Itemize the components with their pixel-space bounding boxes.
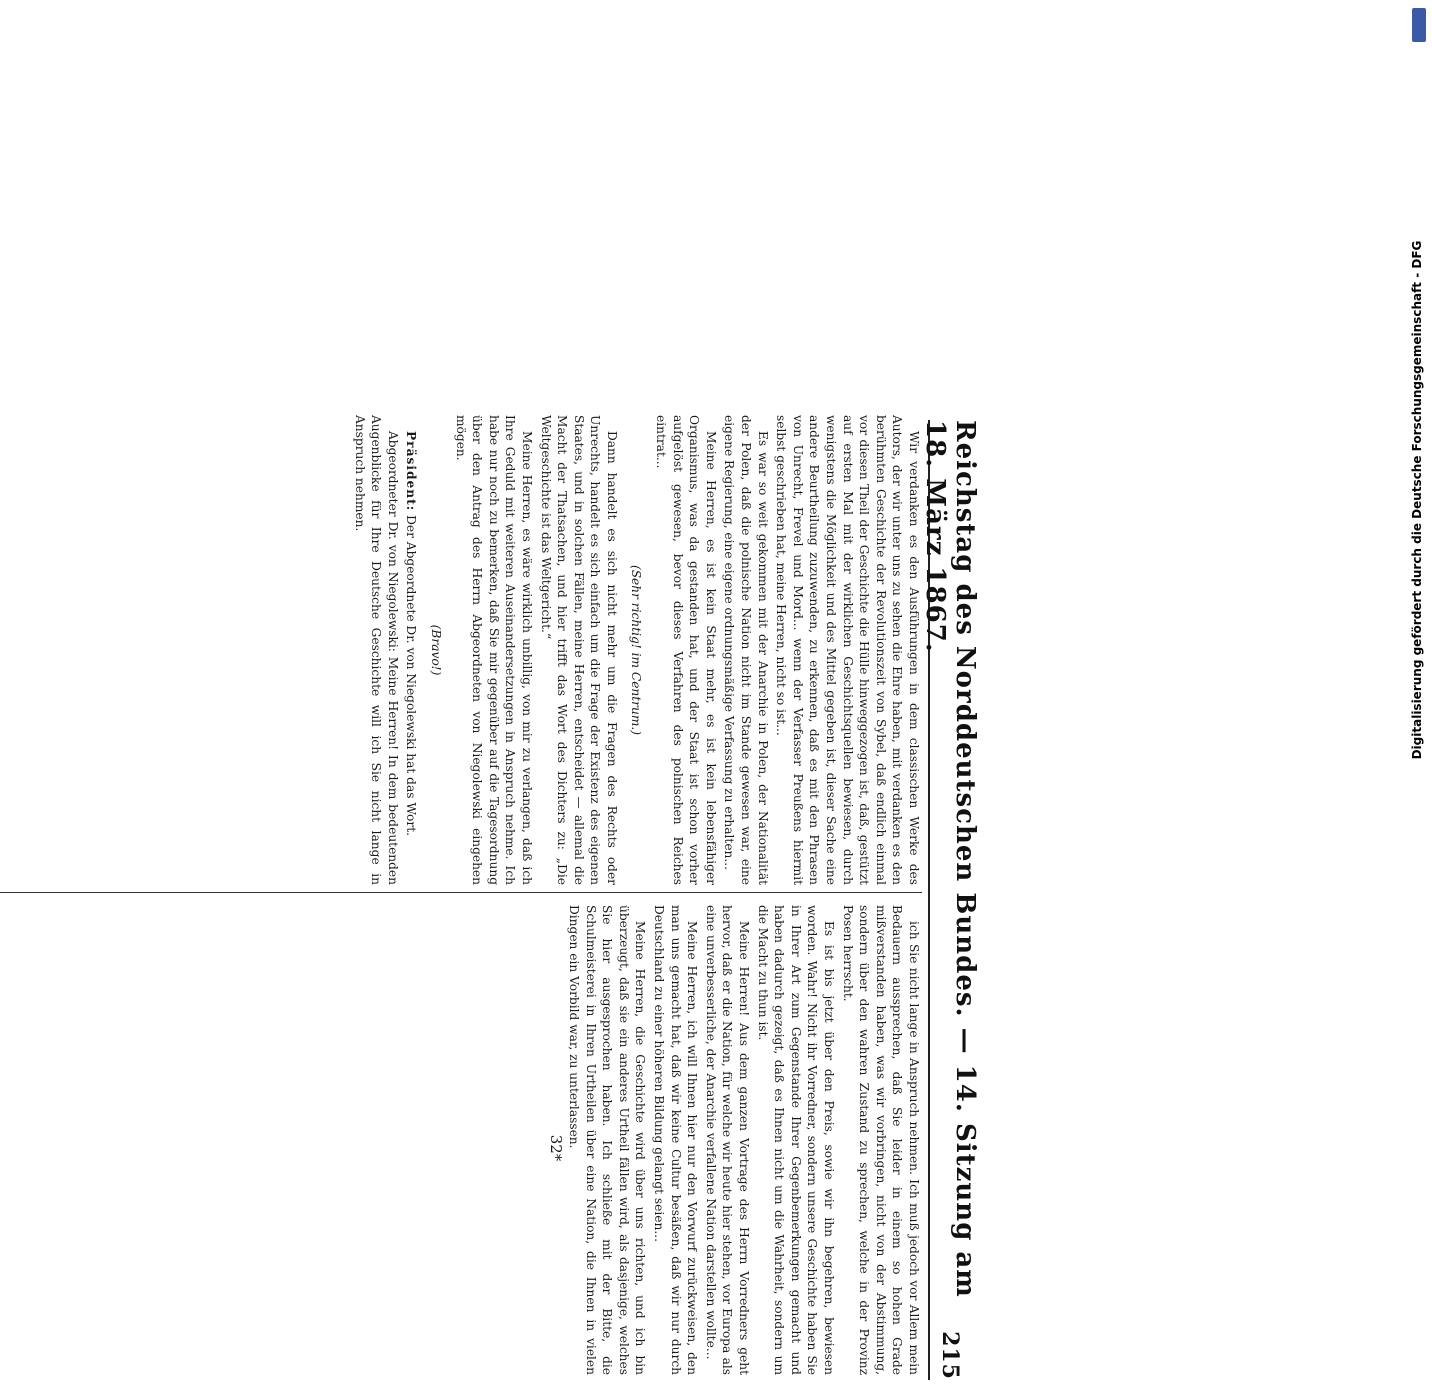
dfg-logo-icon [1412,8,1426,42]
paragraph: Es ist bis jetzt über den Preis, sowie wir ihn begehren, bewiesen worden. Wahr! Nicht ihr Vorredner, sondern unsere Geschichte haben Sie in Ihrer Art zum Gegenstande Ihrer Gegenbemerkungen gemacht und haben dadurch gezeigt, daß es Ihnen nicht um die Wahrheit, sondern um die Macht zu thun ist. [755,905,837,1375]
president-remark [403,415,420,885]
paragraph: Meine Herren! Aus dem ganzen Vortrage des Herrn Vorredners geht hervor, daß er die Nation, für welche wir heute hier stehen, vor Europa als eine unverbesserliche, der Anarchie verfallene Nation darstellen wollte... [703,905,752,1375]
header-title: Reichstag des Norddeutschen Bundes. — 14. Sitzung am 18. März 1867. [920,420,980,1298]
interjection-bravo: (Bravo!) [428,624,443,676]
right-column [0,905,922,1375]
page-number: 215 [937,1331,963,1380]
digitization-notice: Digitalisierung gefördert durch die Deutsche Forschungsgemeinschaft - DFG [1410,240,1424,760]
paragraph: Meine Herren, die Geschichte wird über uns richten, und ich bin überzeugt, daß sie ein anderes Urtheil fällen wird, als dasjenige, welches Sie hier ausgesprochen haben. Ich schließe mit der Bitte, die Schulmeisterei in Ihren Urtheilen über eine Nation, die Ihnen in vielen Dingen ein Vorbild war, zu unterlassen. [567,905,648,1375]
speaker-intro: Abgeordneter Dr. von Niegolewski: Meine Herren! In dem bedeutenden Augenblicke für Ihre Deutsche Geschichte will ich Sie nicht lange in Anspruch nehmen. [352,415,400,885]
paragraph: Meine Herren, ich will Ihnen hier nur den Vorwurf zurückweisen, den man uns gemacht hat, daß wir keine Cultur besäßen, daß wir nur durch Deutschland zu einer höheren Bildung gelangt seien... [652,905,700,1375]
paragraph: Meine Herren, es ist kein Staat mehr, es ist kein lebensfähiger Organismus, was da gestanden hat, und der Staat ist schon vorher aufgelöst gewesen, bevor dieses Verfahren des polnischen Reiches eintrat... [654,415,718,885]
paragraph: Es war so weit gekommen mit der Anarchie in Polen, der Nationalität der Polen, daß die polnische Nation nicht im Stande gewesen war, eine eigene Regierung, eine eigene ordnungsmäßige Verfassung zu erhalten... [722,415,770,885]
left-column [0,415,922,885]
paragraph: Meine Herren, es wäre wirklich unbillig, von mir zu verlangen, daß ich Ihre Geduld mit weiteren Auseinandersetzungen in Anspruch nehme. Ich habe nur noch zu bemerken, daß Sie mir gegenüber auf die Tagesordnung über den Antrag des Herrn Abgeordneten von Niegolewski eingehen mögen. [453,415,534,885]
speaker-label: Präsident: [404,431,419,512]
page-header [920,420,980,1380]
paragraph: Wir verdanken es den Ausführungen in dem classischen Werke des Autors, der wir unter uns zu sehen die Ehre haben, mit verdanken es den berühmten Geschichte der Revolutionszeit von Sybel, daß endlich einmal vor diesen Theil der Geschichte die Hülle hinweggezogen ist, daß, gestützt auf ersten Mal mit der wirklichen Geschichtsquellen bewiesen, durch wenigstens die Möglichkeit und des Mittel gegeben ist, dieser Sache eine andere Beurtheilung zuzuwenden, zu erkennen, daß es mit den Phrasen von Unrecht, Frevel und Mord... wenn der Verfasser Preußens hiermit selbst geschrieben hat, meine Herren, nicht so ist... [774,415,921,885]
signature-mark: 32* [546,1134,565,1162]
column-divider [0,892,922,893]
president-text: Der Abgeordnete Dr. von Niegolewski hat das Wort. [404,515,419,836]
rotated-newspaper-page [0,400,1000,1400]
paragraph: Dann handelt es sich nicht mehr um die Fragen des Rechts oder Unrechts, handelt es sich einfach um die Frage der Existenz des eigenen Staates, und in solchen Fällen, meine Herren, entscheidet — allemal die Macht der Thatsachen, und hier trifft das Wort des Dichters zu: „Die Weltgeschichte ist das Weltgericht.“ [538,415,619,885]
paragraph: ich Sie nicht lange in Anspruch nehmen. Ich muß jedoch vor Allem mein Bedauern aussprechen, daß Sie leider in einem so hohen Grade mißverstanden haben, was wir vorbringen, nicht von der Abstimmung, sondern über den wahren Zustand zu sprechen, welche in der Provinz Posen herrscht. [840,905,921,1375]
interjection: (Sehr richtig! im Centrum.) [629,564,644,736]
digitization-notice-strip [1402,0,1430,1000]
